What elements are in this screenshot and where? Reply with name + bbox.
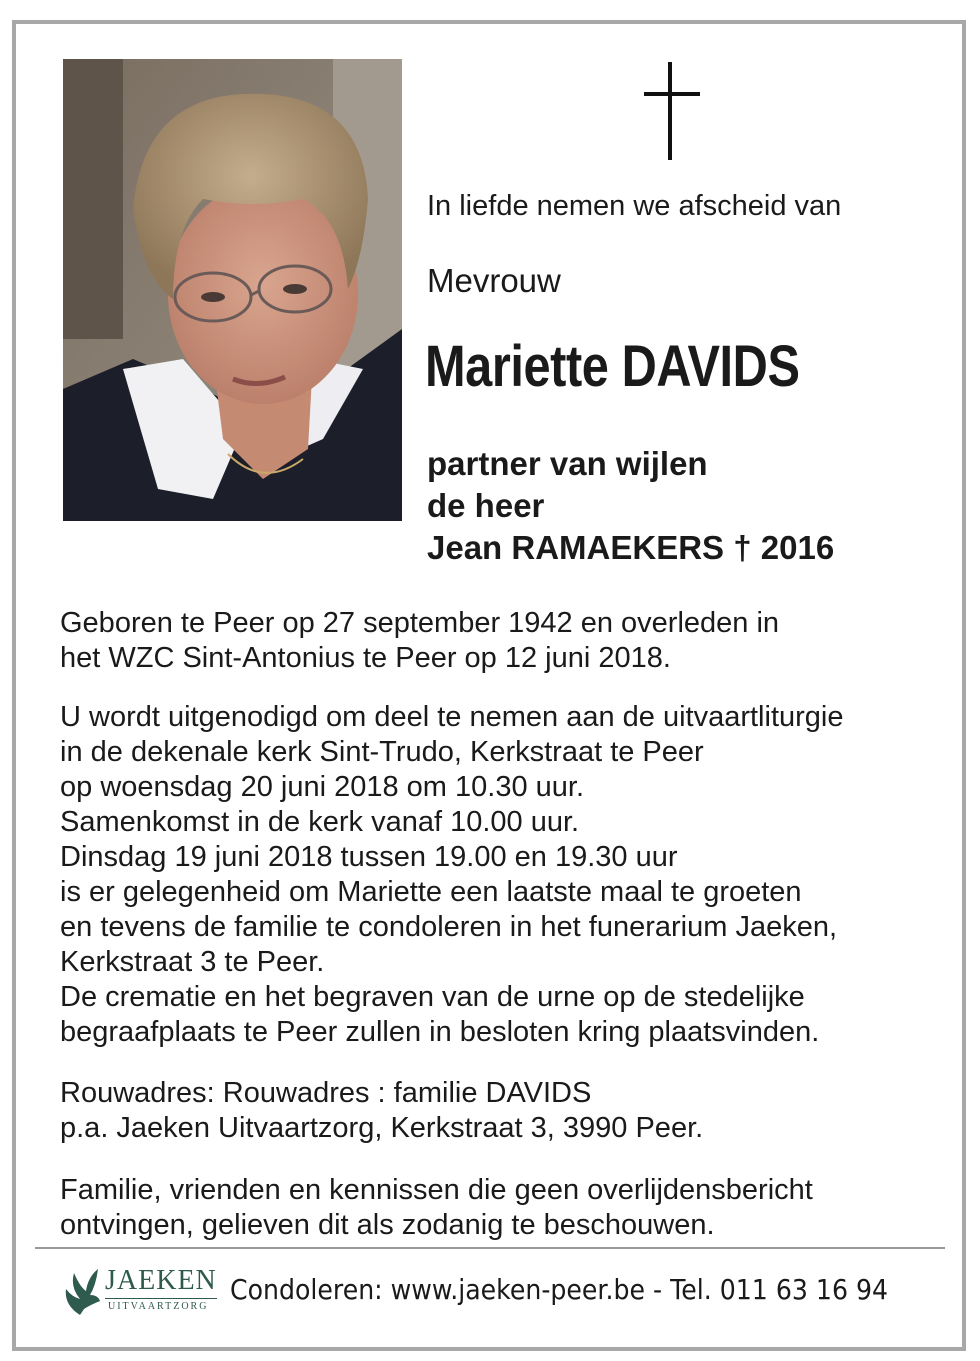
logo-subtitle: UITVAARTZORG	[108, 1301, 209, 1312]
intro-text: In liefde nemen we afscheid van	[427, 190, 842, 222]
text-line: Samenkomst in de kerk vanaf 10.00 uur.	[60, 806, 580, 838]
closing-paragraph	[60, 1173, 813, 1243]
text-line: in de dekenale kerk Sint-Trudo, Kerkstraat te Peer	[60, 736, 704, 768]
logo-title: JAEKEN	[105, 1265, 217, 1296]
text-line: Kerkstraat 3 te Peer.	[60, 946, 325, 978]
text-line: Geboren te Peer op 27 september 1942 en overleden in	[60, 607, 780, 639]
dove-icon	[58, 1265, 102, 1317]
footer-divider	[35, 1247, 945, 1249]
text-line: p.a. Jaeken Uitvaartzorg, Kerkstraat 3, 3990 Peer.	[60, 1112, 704, 1144]
partner-line: Jean RAMAEKERS † 2016	[427, 529, 835, 566]
text-line: is er gelegenheid om Mariette een laatste maal te groeten	[60, 876, 802, 908]
partner-line: de heer	[427, 487, 545, 524]
text-line: Familie, vrienden en kennissen die geen overlijdensbericht	[60, 1174, 813, 1206]
cross-icon	[640, 62, 704, 160]
text-line: op woensdag 20 juni 2018 om 10.30 uur.	[60, 771, 585, 803]
salutation: Mevrouw	[427, 262, 561, 299]
text-line: en tevens de familie te condoleren in het funerarium Jaeken,	[60, 911, 838, 943]
deceased-name: Mariette DAVIDS	[425, 334, 800, 399]
text-line: begraafplaats te Peer zullen in besloten kring plaatsvinden.	[60, 1016, 820, 1048]
text-line: U wordt uitgenodigd om deel te nemen aan de uitvaartliturgie	[60, 701, 844, 733]
text-line: het WZC Sint-Antonius te Peer op 12 juni 2018.	[60, 642, 671, 674]
text-line: De crematie en het begraven van de urne op de stedelijke	[60, 981, 805, 1013]
condolence-line: Condoleren: www.jaeken-peer.be - Tel. 011 63 16 94	[230, 1273, 889, 1306]
text-line: Rouwadres: Rouwadres : familie DAVIDS	[60, 1077, 592, 1109]
ceremony-paragraph	[60, 700, 843, 1050]
birth-death-paragraph	[60, 606, 779, 676]
portrait-photo	[63, 59, 402, 521]
logo-underline	[105, 1298, 217, 1299]
partner-line: partner van wijlen	[427, 445, 708, 482]
text-line: Dinsdag 19 juni 2018 tussen 19.00 en 19.30 uur	[60, 841, 678, 873]
address-paragraph	[60, 1076, 703, 1146]
jaeken-logo	[58, 1263, 228, 1323]
text-line: ontvingen, gelieven dit als zodanig te beschouwen.	[60, 1209, 715, 1241]
partner-block	[427, 443, 834, 569]
